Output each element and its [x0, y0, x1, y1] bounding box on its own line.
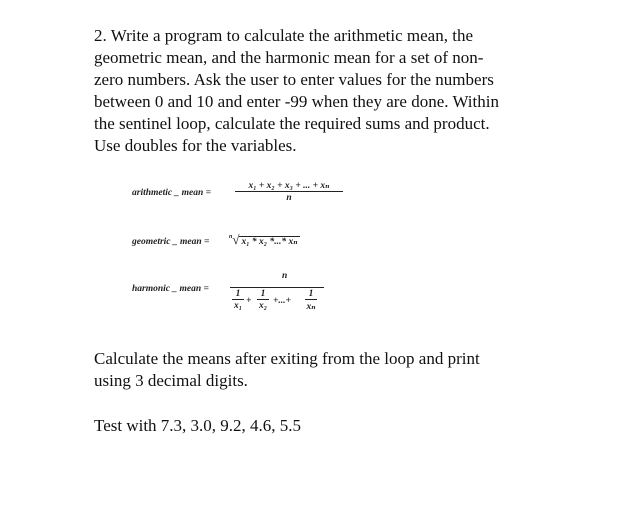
- problem-statement: [94, 25, 554, 157]
- root-index: n: [229, 233, 233, 240]
- test-line: Test with 7.3, 3.0, 9.2, 4.6, 5.5: [94, 416, 302, 435]
- radicand: x₁ * x₂ *...* xₙ: [241, 237, 298, 247]
- instruction-line: Calculate the means after exiting from the loop and print: [94, 349, 480, 368]
- arithmetic-denominator: n: [235, 191, 343, 203]
- harmonic-term: $\frac{1}{\text{xₙ}}$: [306, 289, 316, 312]
- arithmetic-fraction: [235, 180, 343, 203]
- harmonic-mean-label: harmonic _ mean =: [132, 284, 209, 294]
- radical-sign: √: [232, 232, 240, 247]
- plus-sign: +: [246, 296, 252, 306]
- nth-root: [229, 232, 300, 248]
- geometric-mean-label: geometric _ mean =: [132, 237, 210, 247]
- instruction-line: using 3 decimal digits.: [94, 371, 248, 390]
- arithmetic-mean-label: arithmetic _ mean =: [132, 188, 212, 198]
- output-instructions: [94, 348, 554, 392]
- harmonic-main-bar: [230, 287, 324, 288]
- problem-line: geometric mean, and the harmonic mean for a set of non-: [94, 48, 484, 67]
- problem-line: zero numbers. Ask the user to enter values for the numbers: [94, 70, 494, 89]
- harmonic-numerator: n: [282, 271, 288, 281]
- problem-line: 2. Write a program to calculate the arithmetic mean, the: [94, 26, 473, 45]
- test-instructions: [94, 415, 554, 437]
- problem-line: Use doubles for the variables.: [94, 136, 297, 155]
- problem-line: the sentinel loop, calculate the required sums and product.: [94, 114, 490, 133]
- harmonic-term: $\frac{1}{\text{x₂}}$: [258, 289, 268, 311]
- harmonic-term: $\frac{1}{\text{x₁}}$: [233, 289, 243, 311]
- arithmetic-numerator: x₁ + x₂ + x₃ + ... + xₙ: [248, 181, 330, 191]
- ellipsis-plus: +...+: [273, 296, 291, 306]
- problem-line: between 0 and 10 and enter -99 when they are done. Within: [94, 92, 499, 111]
- problem-number: 2.: [94, 26, 107, 45]
